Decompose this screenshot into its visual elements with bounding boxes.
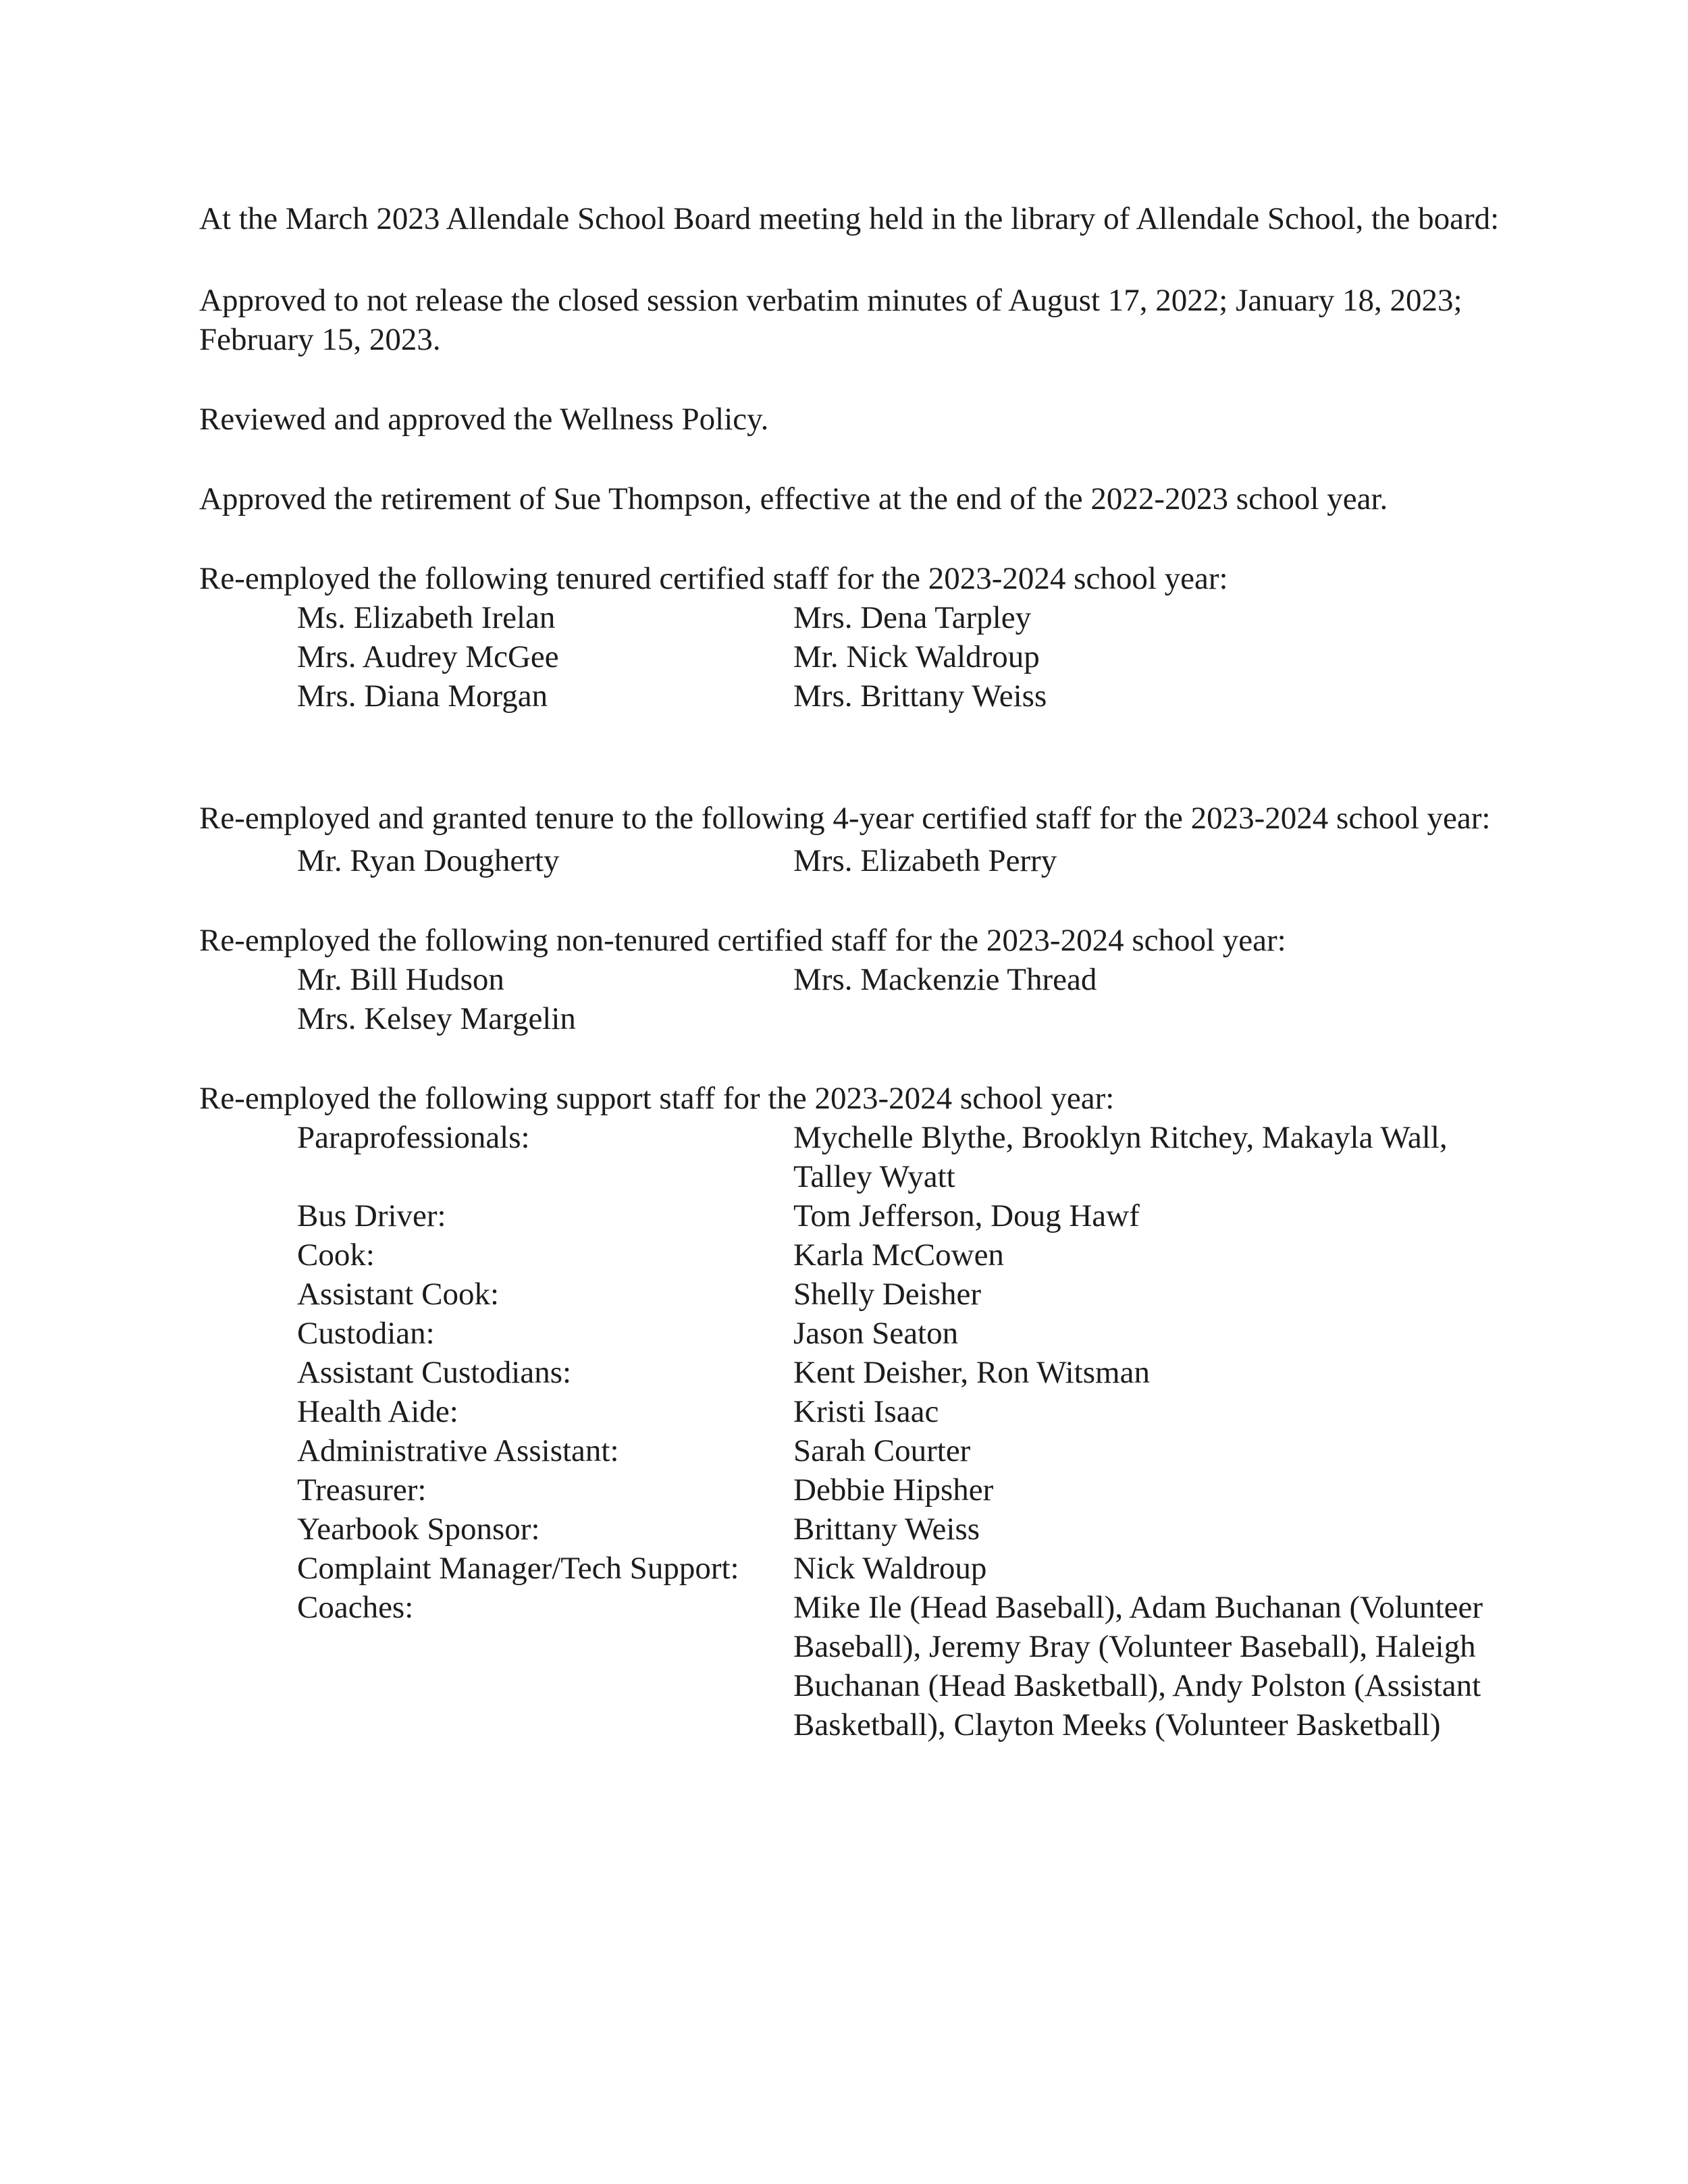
support-role: Assistant Cook: bbox=[297, 1277, 500, 1312]
minutes-paragraph: Approved to not release the closed session verbatim minutes of August 17, 2022; January 18, 2023; February 15, 2023. bbox=[199, 283, 1462, 357]
support-role: Administrative Assistant: bbox=[297, 1433, 619, 1468]
tenured-heading: Re-employed the following tenured certified staff for the 2023-2024 school year: bbox=[199, 561, 1228, 596]
staff-name: Mrs. Mackenzie Thread bbox=[793, 962, 1097, 997]
intro-paragraph: At the March 2023 Allendale School Board meeting held in the library of Allendale School, the board: bbox=[199, 201, 1500, 236]
granted-tenure-heading: Re-employed and granted tenure to the following 4-year certified staff for the 2023-2024 school year: bbox=[199, 801, 1491, 836]
tenured-name-list bbox=[199, 598, 1509, 716]
support-role: Coaches: bbox=[297, 1590, 414, 1625]
staff-name: Mrs. Audrey McGee bbox=[297, 639, 559, 674]
staff-name: Mrs. Dena Tarpley bbox=[793, 600, 1032, 635]
support-role: Complaint Manager/Tech Support: bbox=[297, 1551, 739, 1586]
support-names: Sarah Courter bbox=[793, 1433, 971, 1468]
support-role: Treasurer: bbox=[297, 1472, 427, 1508]
support-role: Yearbook Sponsor: bbox=[297, 1512, 540, 1547]
support-names: Mike Ile (Head Baseball), Adam Buchanan (Volunteer Baseball), Jeremy Bray (Volunteer Baseball), Haleigh Buchanan (Head Basketball), Andy Polston (Assistant Basketball), Clayton Meeks (Volunteer Basketball) bbox=[793, 1590, 1483, 1742]
support-names: Mychelle Blythe, Brooklyn Ritchey, Makayla Wall, Talley Wyatt bbox=[793, 1120, 1448, 1194]
support-names: Kent Deisher, Ron Witsman bbox=[793, 1355, 1150, 1390]
support-names: Shelly Deisher bbox=[793, 1277, 982, 1312]
support-role: Assistant Custodians: bbox=[297, 1355, 572, 1390]
staff-name: Mr. Ryan Dougherty bbox=[297, 843, 560, 878]
staff-name: Mrs. Kelsey Margelin bbox=[297, 1001, 576, 1036]
support-names: Debbie Hipsher bbox=[793, 1472, 994, 1508]
support-names: Karla McCowen bbox=[793, 1237, 1004, 1273]
support-role: Bus Driver: bbox=[297, 1198, 446, 1233]
support-staff-table bbox=[199, 1118, 1509, 1744]
support-heading: Re-employed the following support staff for the 2023-2024 school year: bbox=[199, 1081, 1115, 1116]
granted-tenure-name-list bbox=[199, 841, 1509, 880]
staff-name: Mrs. Brittany Weiss bbox=[793, 678, 1047, 714]
support-role: Paraprofessionals: bbox=[297, 1120, 530, 1155]
staff-name: Mrs. Elizabeth Perry bbox=[793, 843, 1057, 878]
staff-name: Mr. Bill Hudson bbox=[297, 962, 504, 997]
support-names: Nick Waldroup bbox=[793, 1551, 987, 1586]
staff-name: Mrs. Diana Morgan bbox=[297, 678, 548, 714]
support-role: Health Aide: bbox=[297, 1394, 458, 1429]
support-names: Kristi Isaac bbox=[793, 1394, 939, 1429]
non-tenured-heading: Re-employed the following non-tenured certified staff for the 2023-2024 school year: bbox=[199, 923, 1286, 958]
retirement-paragraph: Approved the retirement of Sue Thompson, effective at the end of the 2022-2023 school year. bbox=[199, 481, 1388, 516]
support-role: Cook: bbox=[297, 1237, 375, 1273]
board-minutes-document bbox=[199, 196, 1509, 1744]
support-names: Jason Seaton bbox=[793, 1316, 959, 1351]
staff-name: Mr. Nick Waldroup bbox=[793, 639, 1040, 674]
support-role: Custodian: bbox=[297, 1316, 435, 1351]
support-names: Tom Jefferson, Doug Hawf bbox=[793, 1198, 1140, 1233]
wellness-paragraph: Reviewed and approved the Wellness Policy. bbox=[199, 402, 769, 437]
non-tenured-name-list bbox=[199, 960, 1509, 1038]
staff-name: Ms. Elizabeth Irelan bbox=[297, 600, 556, 635]
support-names: Brittany Weiss bbox=[793, 1512, 980, 1547]
